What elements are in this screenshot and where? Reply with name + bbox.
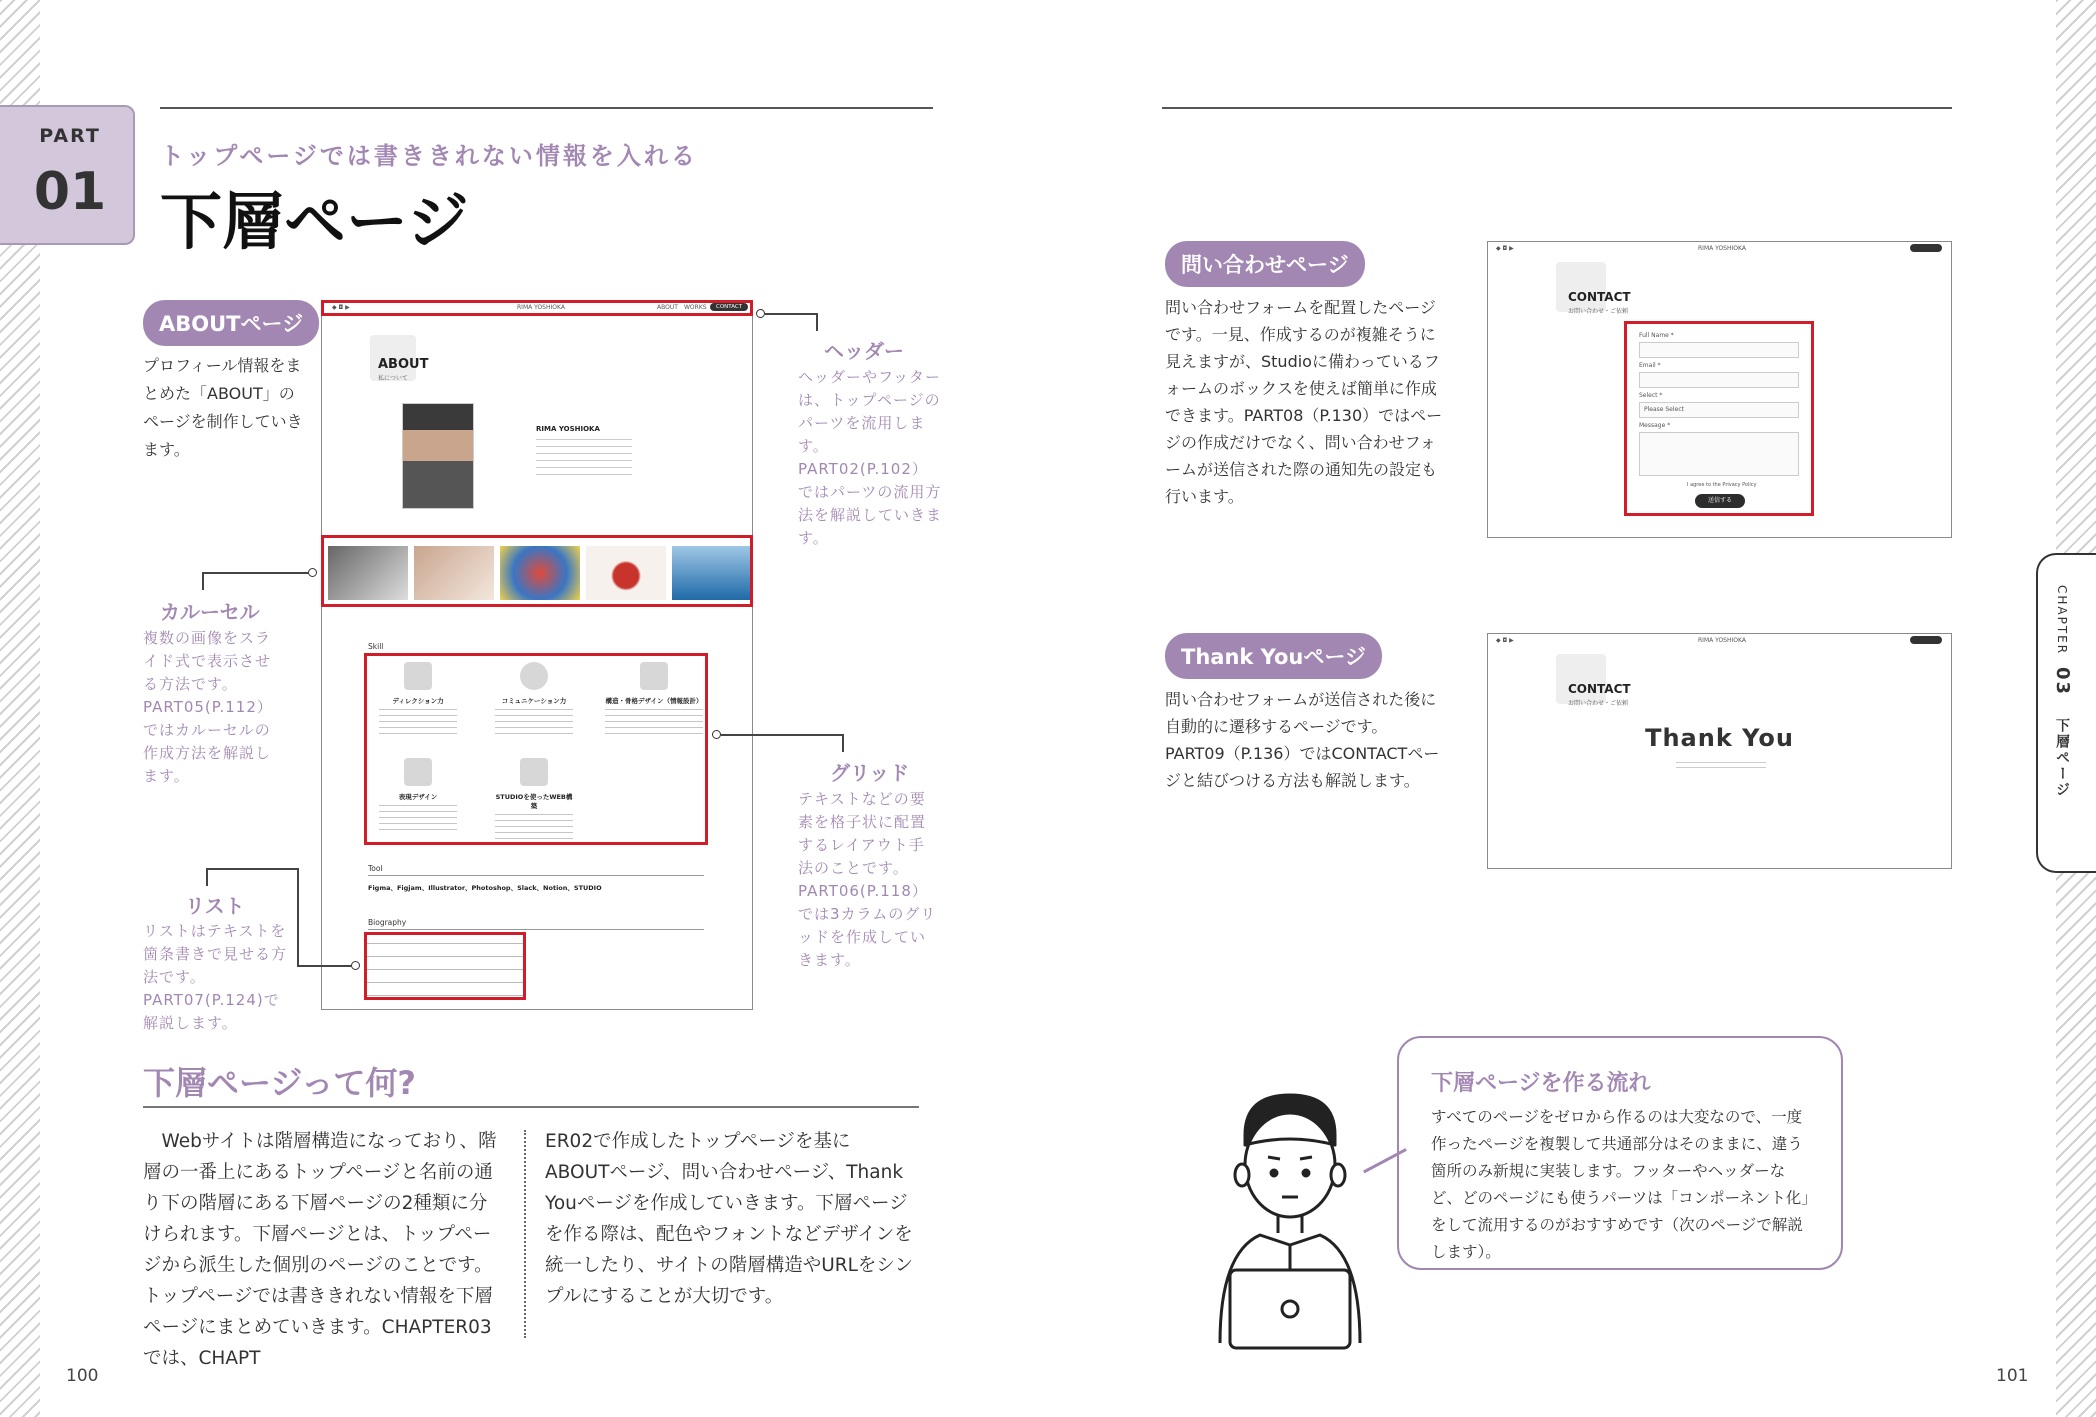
what-col-1: Webサイトは階層構造になっており、階層の一番上にあるトップページと名前の通り下の階層にある下層ページの2種類に分けられます。下層ページとは、トップページから派生した個別のページのことです。トップページでは書ききれない情報を下層ページにまとめていきます。CHAPTER03では、CHAPT [143,1131,497,1369]
flow-box-title: 下層ページを作る流れ [1431,1071,1651,1096]
thanks-sub: お問い合わせ・ご依頼 [1568,700,1629,707]
about-pill: ABOUTページ [143,300,319,346]
part-label: PART [39,125,101,147]
profile-photo [402,403,474,509]
contact-pill: 問い合わせページ [1165,241,1365,287]
monitor-icon [520,758,548,786]
skill-4-desc [379,805,457,831]
grid-highlight [364,653,708,845]
mock-nav-contact: CONTACT [710,303,748,311]
page-number-left: 100 [66,1366,99,1386]
carousel-photo-1 [328,546,408,600]
grid-line-v [842,734,844,752]
part-number: 01 [33,162,107,222]
skill-3 [605,662,703,735]
list-callout-title: リスト [185,894,245,918]
list-line-h1 [297,965,352,967]
header-callout-text: ヘッダーやフッターは、トップページのパーツを流用します。PART02(P.102）ではパーツの流用方法を解説していきます。 [798,368,943,547]
list-line-v [297,868,299,966]
thanks-nav-button [1910,636,1942,644]
contact-text: 問い合わせフォームを配置したページです。一見、作成するのが複雑そうに見えますが、Studioに備わっているフォームのボックスを使えば簡単に作成できます。PART08（P.130）ではページの作成だけでなく、問い合わせフォームが送信された際の通知先の設定も行います。 [1165,298,1443,506]
skill-1-title: ディレクション力 [392,697,444,705]
page-number-right: 101 [1996,1366,2029,1386]
what-title-line [143,1106,919,1108]
what-title: 下層ページって何? [143,1064,416,1102]
chapter-label: CHAPTER [2055,585,2069,656]
thank-you-sub [1676,762,1766,772]
skill-5 [495,758,573,840]
thank-you-message: Thank You [1645,724,1794,752]
form-highlight [1624,321,1814,516]
calendar-icon [404,662,432,690]
grid-callout-title: グリッド [830,761,910,785]
carousel-callout-text: 複数の画像をスライド式で表示させる方法です。PART05(P.112）ではカルーセルの作成方法を解説します。 [143,629,273,785]
skill-4-title: 表現デザイン [398,793,438,801]
thanks-social-icons: ◆ ◘ ▶ [1496,637,1514,644]
heading-subtitle: トップページでは書ききれない情報を入れる [160,142,698,170]
thanks-title-bg [1556,654,1606,704]
chapter-tab-label [2052,585,2073,798]
brush-icon [404,758,432,786]
top-rule-left [160,107,933,109]
tool-line [368,875,704,876]
contact-social-icons: ◆ ◘ ▶ [1496,245,1514,252]
carousel-photo-2 [414,546,494,600]
skill-3-desc [605,709,703,735]
about-mock-title: ABOUT [378,357,429,372]
contact-sub: お問い合わせ・ご依頼 [1568,308,1629,315]
mock-site-name: RIMA YOSHIOKA [517,304,565,311]
list-line-h2 [206,868,298,870]
about-mock-sub: 私について [378,375,408,382]
header-callout-title: ヘッダー [824,339,904,363]
skill-2 [495,662,573,735]
header-line-h [765,313,817,315]
chapter-title: 下層ページ [2054,717,2070,798]
skill-1 [379,662,457,735]
carousel-line-h [202,572,309,574]
fullname-field[interactable] [1639,342,1799,358]
privacy-checkbox[interactable]: I agree to the Privacy Policy [1687,482,1757,488]
carousel-photo-3 [500,546,580,600]
skill-4 [379,758,457,831]
skill-label: Skill [368,642,384,651]
profile-name: RIMA YOSHIOKA [536,425,600,433]
about-text: プロフィール情報をまとめた「ABOUT」のページを制作していきます。 [143,356,303,459]
list-highlight [364,932,526,1000]
thanks-text: 問い合わせフォームが送信された後に自動的に遷移するページです。PART09（P.136）ではCONTACTページと結びつける方法も解説します。 [1165,690,1440,790]
carousel-callout-title: カルーセル [160,600,260,624]
contact-nav-button [1910,244,1942,252]
chat-icon [520,662,548,690]
thanks-mockup [1487,633,1952,869]
thanks-title: CONTACT [1568,682,1631,696]
thanks-site-name: RIMA YOSHIOKA [1698,637,1746,644]
bio-label: Biography [368,918,407,927]
skill-2-title: コミュニケーション力 [501,697,567,705]
profile-desc [536,439,632,479]
carousel-highlight [321,535,753,607]
list-dot [351,961,360,970]
skill-5-title: STUDIOを使ったWEB構築 [495,793,573,810]
field-label-select: Select * [1639,392,1663,399]
carousel-dot [308,568,317,577]
header-dot [756,309,765,318]
person-illustration [1200,1085,1380,1355]
heading-title: 下層ページ [160,185,469,258]
social-icons: ◆ ◘ ▶ [332,304,350,311]
field-label-name: Full Name * [1639,332,1674,339]
branch-icon [640,662,668,690]
grid-line-h [721,734,843,736]
message-field[interactable] [1639,432,1799,476]
list-callout-text: リストはテキストを箇条書きで見せる方法です。PART07(P.124)で解説します。 [143,922,288,1032]
skill-5-desc [495,814,573,840]
skill-2-desc [495,709,573,735]
flow-box-text: すべてのページをゼロから作るのは大変なので、一度作ったページを複製して共通部分はそのままに、違う箇所のみ新規に実装します。フッターやヘッダーなど、どのページにも使うパーツは「コンポーネント化」をして流用するのがおすすめです（次のページで解説します）。 [1431,1108,1810,1261]
email-field[interactable] [1639,372,1799,388]
contact-site-name: RIMA YOSHIOKA [1698,245,1746,252]
chapter-number: 03 [2052,666,2073,696]
skill-3-title: 構造・骨格デザイン（情報設計） [605,697,703,705]
bio-line [368,929,704,930]
header-highlight [321,300,753,316]
what-col-2: ER02で作成したトップページを基にABOUTページ、問い合わせページ、Thank Youページを作成していきます。下層ページを作る際は、配色やフォントなどデザインを統一したり、サイトの階層構造やURLをシンプルにすることが大切です。 [545,1131,913,1307]
contact-title-bg [1556,262,1606,312]
tools-list: Figma、Figjam、Illustrator、Photoshop、Slack、Notion、STUDIO [368,884,602,892]
field-label-message: Message * [1639,422,1671,429]
what-divider [524,1130,526,1338]
grid-dot [712,730,721,739]
submit-button[interactable]: 送信する [1695,494,1745,508]
skill-1-desc [379,709,457,735]
contact-title: CONTACT [1568,290,1631,304]
mock-nav-about: ABOUT [657,304,678,311]
mock-nav-works: WORKS [684,304,707,311]
select-field[interactable]: Please Select [1639,402,1799,418]
top-rule-right [1162,107,1952,109]
field-label-email: Email * [1639,362,1661,369]
tool-label: Tool [368,864,383,873]
carousel-photo-4 [586,546,666,600]
header-line-v [816,313,818,331]
grid-callout-text: テキストなどの要素を格子状に配置するレイアウト手法のことです。PART06(P.118）では3カラムのグリッドを作成していきます。 [798,790,937,969]
carousel-photo-5 [672,546,750,600]
list-line-v2 [206,868,208,886]
carousel-line-v [202,572,204,590]
thanks-pill: Thank Youページ [1165,633,1382,679]
